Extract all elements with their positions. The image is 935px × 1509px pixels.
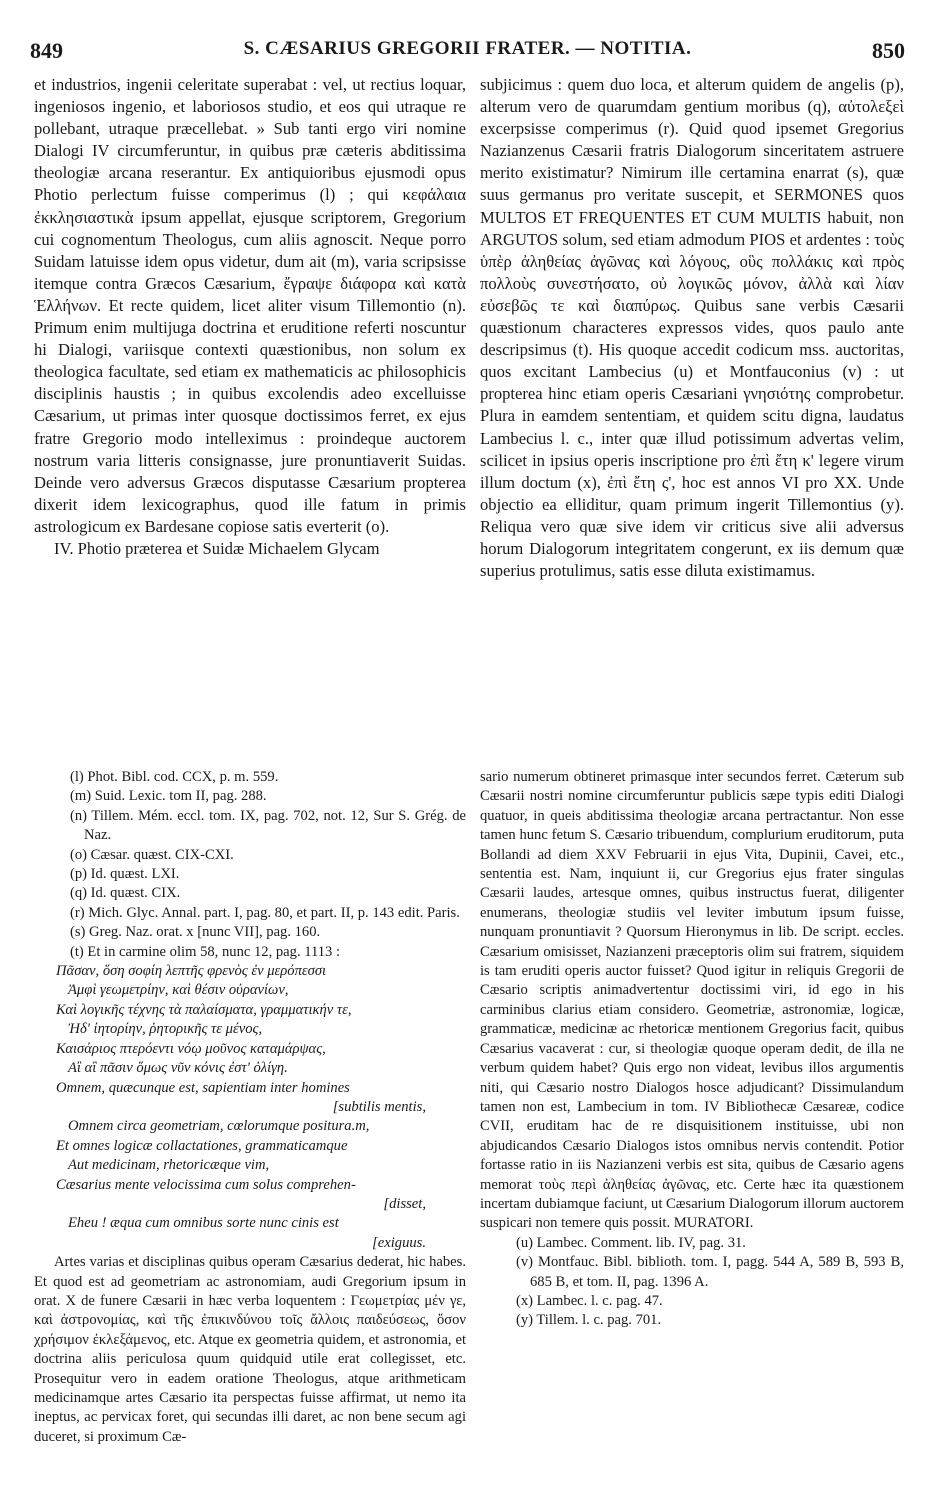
latin-verse: Omnem, quæcunque est, sapientiam inter homines: [56, 1079, 350, 1096]
footnote-item: (s) Greg. Naz. orat. x [nunc VII], pag. 160.: [70, 924, 321, 941]
footnote-paragraph: sario numerum obtineret primasque inter secundos ferret. Cæterum sub Cæsarii nostri nomine circumferuntur publicis sæpe typis editi Dialogi quatuor, in queis abditissima theologiæ arcana pertractantur. Non esse tamen hunc fetum S. Cæsario tribuendum, complurium eruditorum, puta Bollandi ad diem XXV Februarii in ejus Vita, Dupinii, Cavei, etc., sententia est. Nam, inquiunt ii, cur Gregorius ejus frater singulas Cæsarii laudes, artesque omnes, quibus instructus fuerat, diligenter enumerans, theologiæ studiis vel leviter imbutum ipsum fuisse, nunquam pronuntiavit ? Quorsum Hieronymus in lib. De script. eccles. Cæsarium omisisset, Nazianzeni præceptoris olim sui fratrem, siquidem is tam eruditi operis auctor fuisset? Quod igitur in reliquis Gregorii de Cæsario scriptis animadvertentur doctissimi viri, id ego in his carminibus clarius etiam considero. Geometriæ, astronomiæ, logicæ, grammaticæ, medicinæ ac rhetoricæ mentionem Gregorius facit, quibus Cæsarius vacaverat : cur, si theologiæ quoque operam dedit, de illa ne verbum quidem habet? Quis ergo non videat, levibus illos argumentis niti, qui Cæsario nostro Dialogos hosce adjudicant? Dissimulandum tamen non est, Lambecium in tom. IV Bibliothecæ Cæsareæ, codice CVII, eruditam hac de re disquisitionem instituisse, ubi non abjudicandos Cæsario Dialogos istos omnibus nervis contendit. Potior fortasse ratio in iis Nazianzeni verbis est sita, quibus de Cæsario agens memorat τοὺς περὶ ἀληθείας ἀγῶνας, etc. Certe hæc ita quæstionem incertam dubiamque faciunt, ut Cæsarium Dialogorum illorum auctorem suspicari non temere quis possit. MURATORI.: [480, 769, 904, 1232]
footnote-item: (t) Et in carmine olim 58, nunc 12, pag. 1113 :: [70, 943, 341, 960]
footnote-item: (n) Tillem. Mém. eccl. tom. IX, pag. 702, not. 12, Sur S. Grég. de Naz.: [70, 807, 466, 844]
latin-verse: Omnem circa geometriam, cœlorumque positura.m,: [68, 1118, 370, 1135]
main-column-right: [480, 74, 904, 742]
greek-verse: Ἠδ' ἰητορίην, ῥητορικῆς τε μένος,: [68, 1021, 263, 1038]
running-title: S. CÆSARIUS GREGORII FRATER. — NOTITIA.: [243, 38, 692, 59]
footnote-item: (o) Cæsar. quæst. CIX-CXI.: [70, 846, 234, 863]
page-number-left: 849: [30, 38, 63, 63]
latin-verse-continuation: [disset,: [383, 1195, 426, 1212]
latin-verse-continuation: [subtilis mentis,: [332, 1098, 426, 1115]
footnotes-right: [480, 768, 904, 1484]
left-paragraph-1: et industrios, ingenii celeritate superabat : vel, ut rectius loquar, ingeniosos ingenio, et laboriosos studio, et eos qui utraque re pollebant, utraque præcellebat. » Sub tanti ergo viri nomine Dialogi IV circumferuntur, in quibus præ cæteris abditissima theologiæ arcana reserantur. Ex antiquioribus ejusmodi opus Photio perlectum fuisse comperimus (l) ; qui κεφάλαια ἐκκλησιαστικὰ ipsum appellat, ejusque scriptorem, Gregorium cui cognomentum Theologus, cum aliis agnoscit. Neque porro Suidam latuisse idem opus videtur, dum ait (m), varia scripsisse itemque contra Græcos Cæsarium, ἔγραψε διάφορα καὶ κατὰ Ἑλλήνων. Et recte quidem, licet aliter visum Tillemontio (n). Primum enim multijuga doctrina et eruditione referti noscuntur hi Dialogi, variisque contexti quæstionibus, non solum ex theologica facultate, sed etiam ex mathematicis ac philosophicis disciplinis haustis ; in quibus excolendis adeo excelluisse Cæsarium, ut primas inter quosque doctissimos ferret, ex ejus fratre Gregorio modo intelleximus : proindeque auctorem nostrum varia litteris consignasse, jure pronuntiaverit Suidas. Deinde vero adversus Græcos disputasse Cæsarium propterea dixerit idem lexicographus, quod ille fatum in primis astrologicum ex Bardesane copiose satis everterit (o).: [34, 75, 466, 536]
latin-verse: Et omnes logicæ collactationes, grammaticamque: [56, 1137, 348, 1154]
footnote-item: (v) Montfauc. Bibl. biblioth. tom. I, pagg. 544 A, 589 B, 593 B, 685 B, et tom. II, pag. 1396 A.: [516, 1254, 904, 1290]
greek-verse: Καὶ λογικῆς τέχνης τὰ παλαίσματα, γραμματικήν τε,: [56, 1001, 352, 1018]
latin-verse: Eheu ! æqua cum omnibus sorte nunc cinis est: [68, 1215, 339, 1232]
footnote-item: (u) Lambec. Comment. lib. IV, pag. 31.: [516, 1234, 746, 1251]
greek-verse: Ἀμφὶ γεωμετρίην, καὶ θέσιν οὐρανίων,: [68, 982, 289, 999]
greek-verse: Καισάριος πτερόεντι νόῳ μοῦνος καταμάρψας,: [56, 1040, 326, 1057]
footnote-item: (m) Suid. Lexic. tom II, pag. 288.: [70, 788, 267, 805]
footnotes-left: [34, 768, 466, 1484]
greek-verse: Αἲ αἲ πᾶσιν ὅμως νῦν κόνις ἐστ' ὀλίγη.: [68, 1060, 288, 1077]
footnote-item: (q) Id. quæst. CIX.: [70, 885, 181, 902]
page-number-right: 850: [872, 38, 905, 63]
latin-verse: Cæsarius mente velocissima cum solus comprehen-: [56, 1176, 356, 1193]
right-paragraph-1: subjicimus : quem duo loca, et alterum quidem de angelis (p), alterum vero de quarumdam gentium moribus (q), αὐτολεξεὶ excerpsisse comperimus (r). Quid quod ipsemet Gregorius Nazianzenus Cæsarii fratris Dialogorum sinceritatem astruere merito existimatur? Nimirum ille certamina enarrat (s), quæ suus germanus pro veritate suscepit, et SERMONES quos MULTOS ET FREQUENTES ET CUM MULTIS habuit, non ARGUTOS solum, sed etiam admodum PIOS et ardentes : τοὺς ὑπὲρ ἀληθείας ἀγῶνας καὶ λόγους, οὓς πολλάκις καὶ πρὸς πολλοὺς συνεστήσατο, οὐ λογικῶς μόνον, ἀλλὰ καὶ λίαν εὐσεβῶς τε καὶ διαπύρως. Quibus sane verbis Cæsarii quæstionum characteres expressos vides, quos paulo ante descripsimus (t). His quoque accedit codicum mss. auctoritas, quos excitant Lambecius (u) et Montfauconius (v) : ut propterea hinc etiam operis Cæsariani γνησιότης comprobetur. Plura in eamdem sententiam, et quidem scitu digna, laudatus Lambecius l. c., inter quæ illud potissimum advertas velim, scilicet in ipsius operis inscriptione pro ἐπὶ ἔτη κ' legere virum illum doctum (x), ἐπὶ ἔτη ς', hoc est annos VI pro XX. Unde objectio ea elliditur, quam primum ingerit Tillemontius (y). Reliqua vero quæ sive idem vir criticus sive alii adversus horum Dialogorum integritatem congerunt, ex iis demum quæ superius protulimus, satis esse diluta existimamus.: [480, 75, 904, 581]
footnote-item: (x) Lambec. l. c. pag. 47.: [516, 1292, 663, 1309]
footnote-item: (p) Id. quæst. LXI.: [70, 866, 180, 883]
footnote-item: (y) Tillem. l. c. pag. 701.: [516, 1312, 662, 1329]
footnote-item: (l) Phot. Bibl. cod. CCX, p. m. 559.: [70, 769, 279, 785]
greek-verse: Πᾶσαν, ὅση σοφίη λεπτῆς φρενὸς ἐν μερόπεσσι: [56, 963, 327, 980]
footnote-item: (r) Mich. Glyc. Annal. part. I, pag. 80, et part. II, p. 143 edit. Paris.: [70, 904, 460, 921]
latin-verse: Aut medicinam, rhetoricæque vim,: [68, 1157, 270, 1174]
footnote-paragraph: Artes varias et disciplinas quibus operam Cæsarius dederat, hic habes. Et quod est ad geometriam ac astronomiam, audi Gregorium ipsum in orat. X de funere Cæsarii in hæc verba loquentem : Γεωμετρίας μέν γε, καὶ ἀστρονομίας, καὶ τῆς ἐπικινδύνου τοῖς ἄλλοις παιδεύσεως, ὅσον χρήσιμον ἐκλεξάμενος, etc. Atque ex geometria quidem, et astronomia, et doctrina aliis periculosa quum quidquid utile erat collegisset, etc. Prosequitur vero in eadem oratione Theologus, atque arithmeticam medicinamque artes Cæsario ita perspectas fuisse affirmat, ut nemo ita ineptus, ac pervicax foret, qui secundas illi daret, ac non bene secum agi duceret, si proximum Cæ-: [34, 1254, 466, 1445]
main-column-left: [34, 74, 466, 742]
latin-verse-continuation: [exiguus.: [372, 1234, 426, 1251]
running-header: [30, 38, 905, 68]
left-paragraph-2: IV. Photio præterea et Suidæ Michaelem Glycam: [54, 538, 380, 558]
